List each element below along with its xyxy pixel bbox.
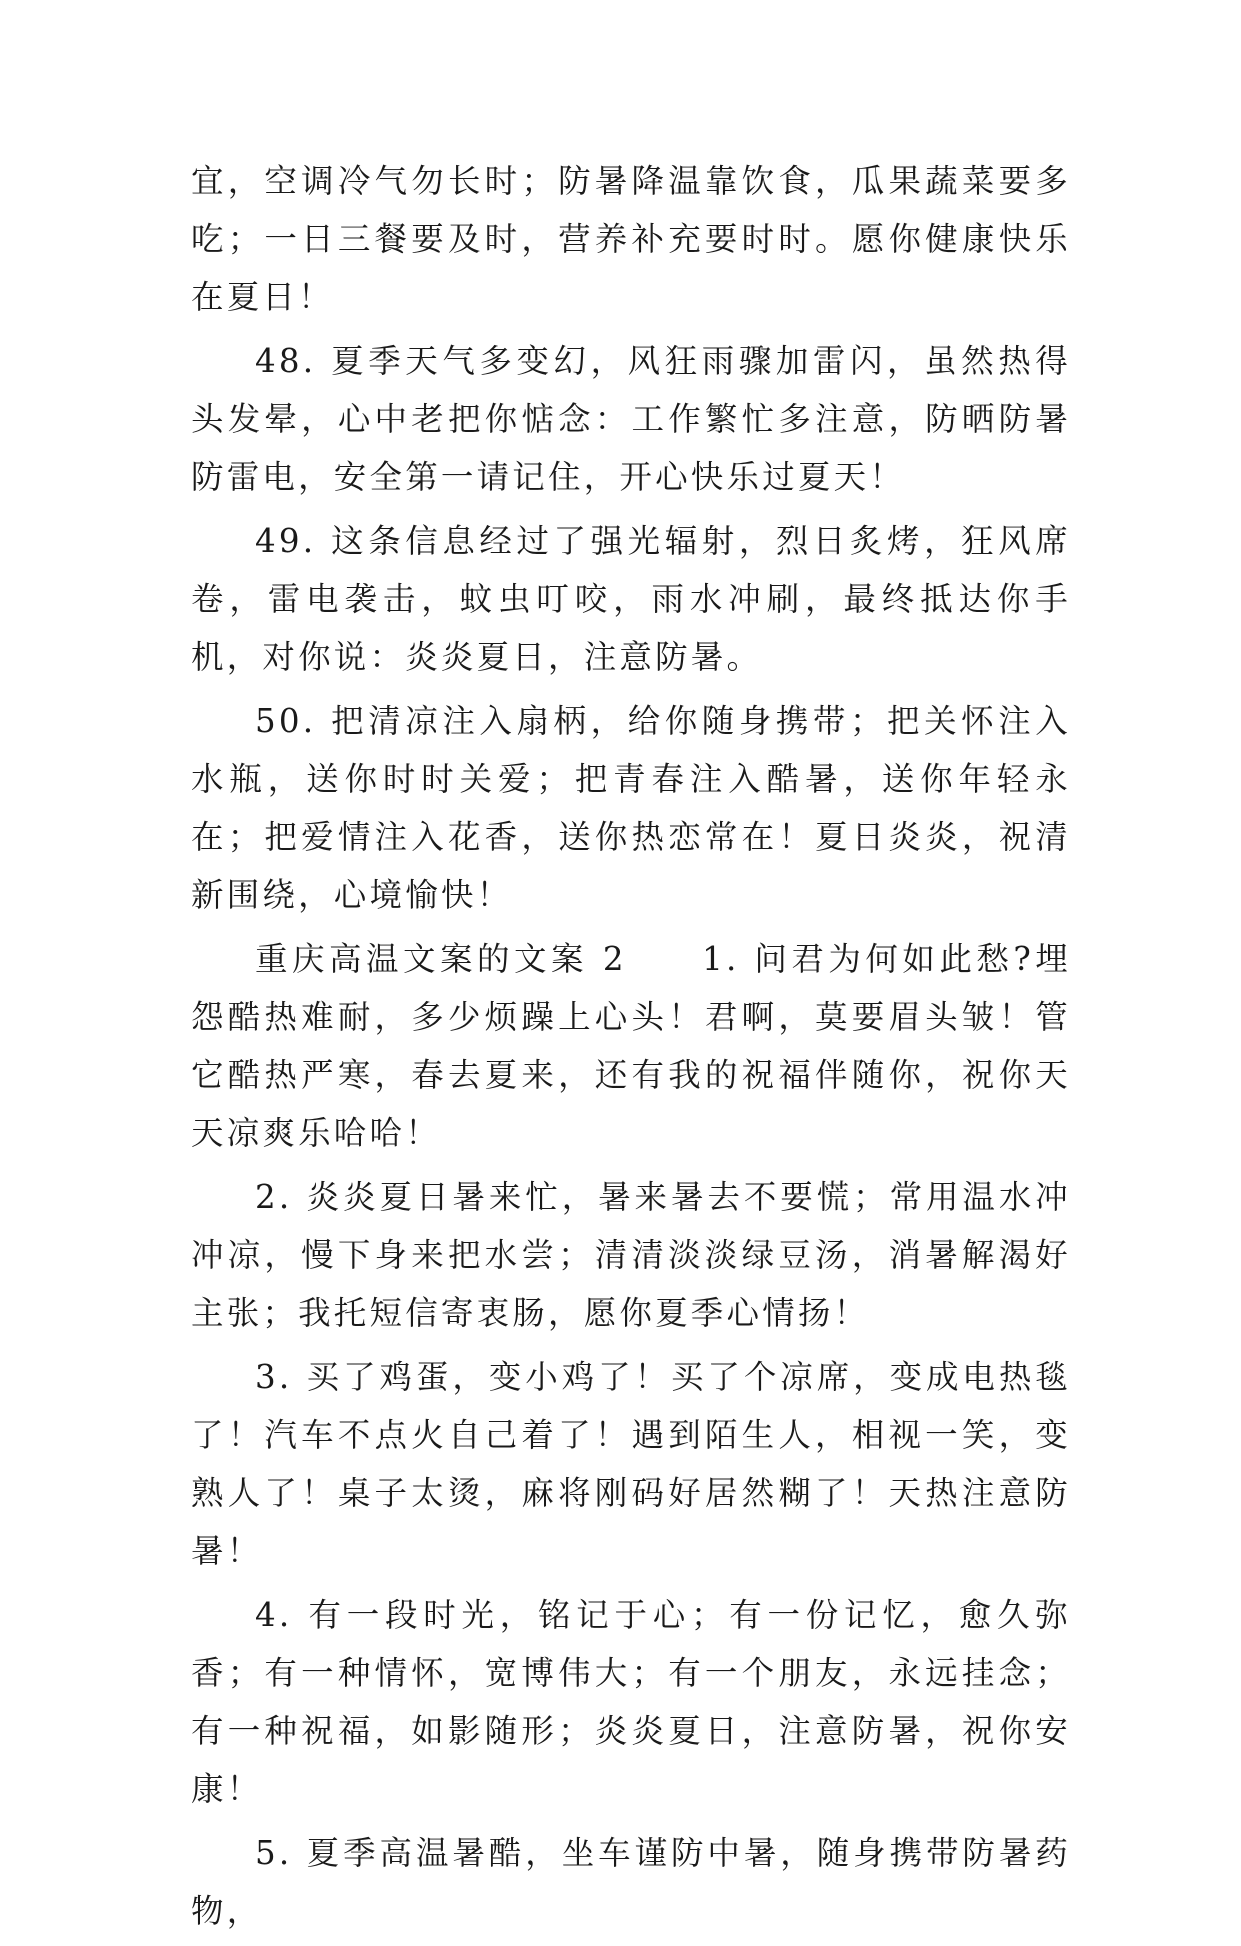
paragraph-item-4: 4. 有一段时光，铭记于心；有一份记忆，愈久弥香；有一种情怀，宽博伟大；有一个朋友，永远挂念；有一种祝福，如影随形；炎炎夏日，注意防暑，祝你安康！: [191, 1596, 1071, 1808]
paragraph-item-50: 50. 把清凉注入扇柄，给你随身携带；把关怀注入水瓶，送你时时关爱；把青春注入酷暑，送你年轻永在；把爱情注入花香，送你热恋常在！夏日炎炎，祝清新围绕，心境愉快！: [191, 702, 1071, 914]
paragraph-item-5: 5. 夏季高温暑酷，坐车谨防中暑，随身携带防暑药物，: [191, 1834, 1071, 1930]
paragraph-item-49: 49. 这条信息经过了强光辐射，烈日炙烤，狂风席卷，雷电袭击，蚊虫叮咬，雨水冲刷，最终抵达你手机，对你说：炎炎夏日，注意防暑。: [191, 522, 1071, 676]
document-body: [191, 152, 1071, 1946]
paragraph-item-3: 3. 买了鸡蛋，变小鸡了！买了个凉席，变成电热毯了！汽车不点火自己着了！遇到陌生人，相视一笑，变熟人了！桌子太烫，麻将刚码好居然糊了！天热注意防暑！: [191, 1358, 1071, 1570]
paragraph-continued: 宜，空调冷气勿长时；防暑降温靠饮食，瓜果蔬菜要多吃；一日三餐要及时，营养补充要时时。愿你健康快乐在夏日！: [191, 162, 1071, 316]
paragraph-item-48: 48. 夏季天气多变幻，风狂雨骤加雷闪，虽然热得头发晕，心中老把你惦念：工作繁忙多注意，防晒防暑防雷电，安全第一请记住，开心快乐过夏天！: [191, 342, 1071, 496]
paragraph-section-2-item-1: 重庆高温文案的文案 2 1. 问君为何如此愁?埋怨酷热难耐，多少烦躁上心头！君啊，莫要眉头皱！管它酷热严寒，春去夏来，还有我的祝福伴随你，祝你天天凉爽乐哈哈！: [191, 940, 1071, 1152]
paragraph-item-2: 2. 炎炎夏日暑来忙，暑来暑去不要慌；常用温水冲冲凉，慢下身来把水尝；清清淡淡绿豆汤，消暑解渴好主张；我托短信寄衷肠，愿你夏季心情扬！: [191, 1178, 1071, 1332]
